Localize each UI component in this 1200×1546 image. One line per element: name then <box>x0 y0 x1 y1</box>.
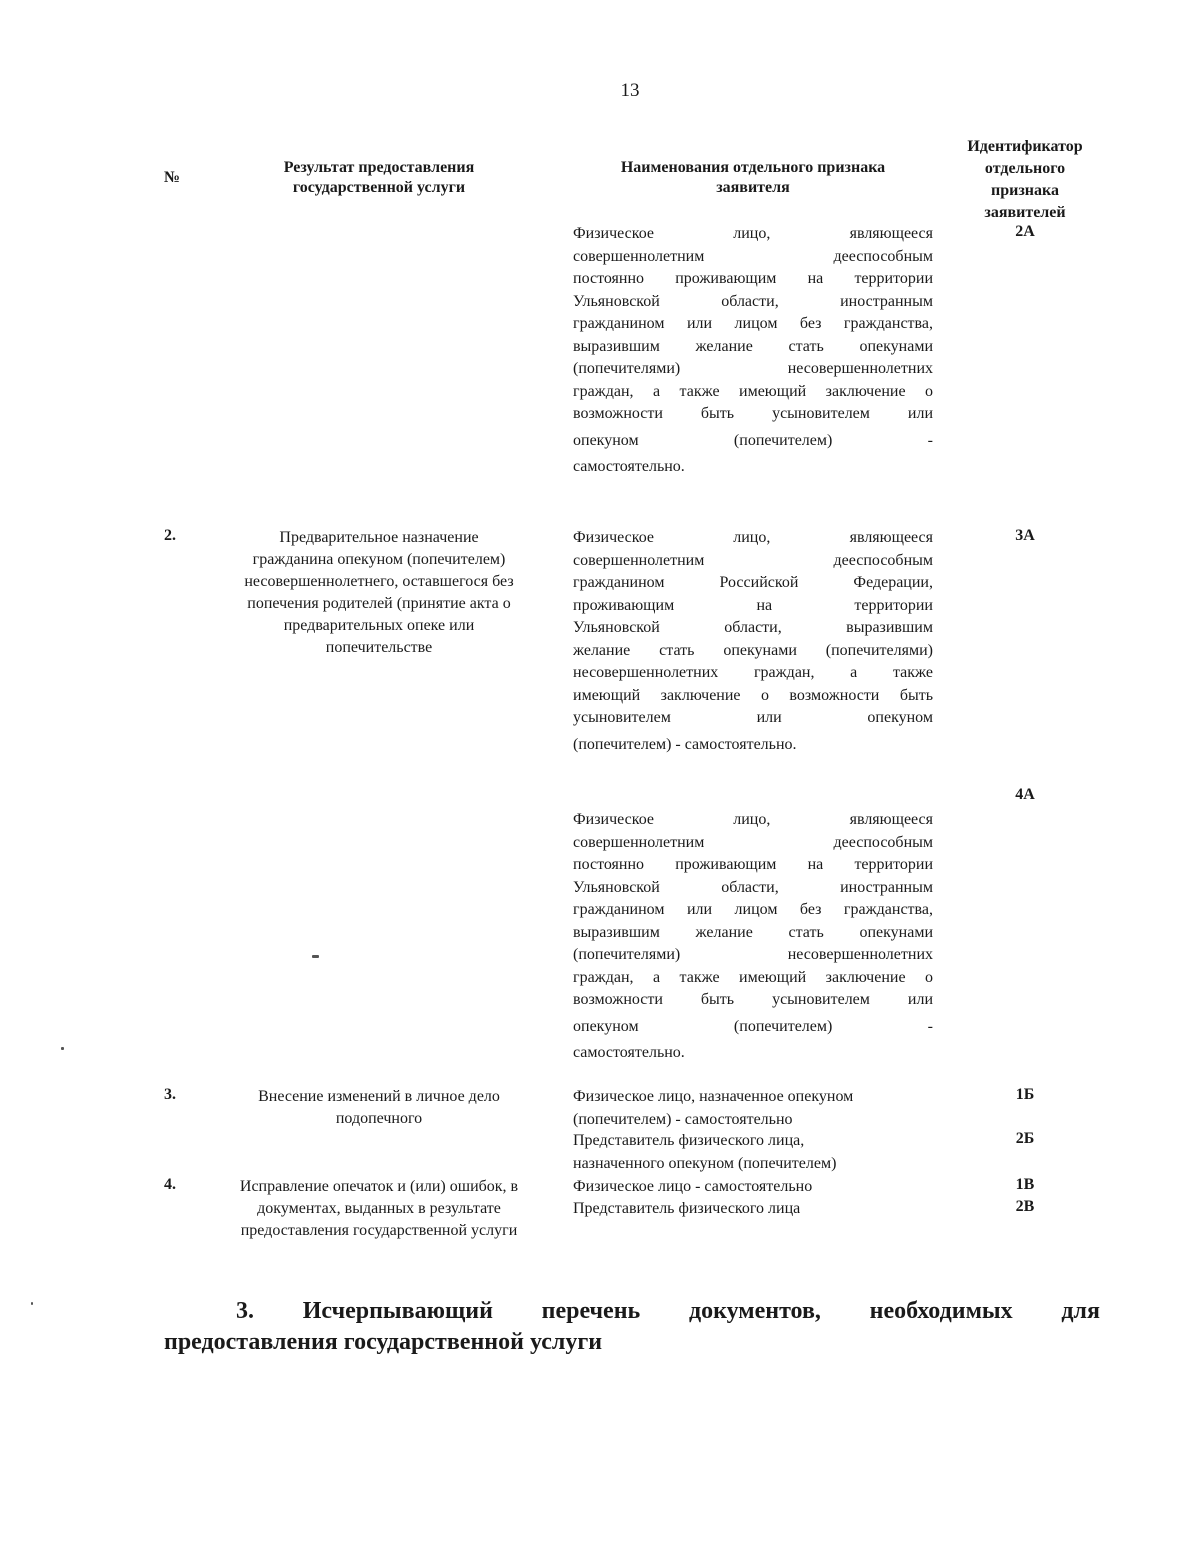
identifier-1v: 1В <box>1015 1176 1035 1193</box>
identifier-1b: 1Б <box>1015 1086 1035 1103</box>
text-line: признака <box>991 182 1059 199</box>
header-result <box>205 158 553 198</box>
text-line: несовершеннолетних граждан, а также <box>573 664 933 681</box>
identifier-2b: 2Б <box>1015 1130 1035 1147</box>
identifier-2a: 2А <box>1015 223 1035 240</box>
text-line: (попечителем) - самостоятельно. <box>573 735 797 753</box>
text-line: Наименования отдельного признака <box>620 159 886 176</box>
text-line: подопечного <box>335 1110 423 1127</box>
identifier-2v: 2В <box>1015 1198 1035 1215</box>
identifier-4a: 4А <box>1015 786 1035 803</box>
text-line: попечительстве <box>325 639 433 656</box>
applicant-description-1v: Физическое лицо - самостоятельно <box>573 1178 813 1195</box>
text-line: предварительных опеке или <box>283 617 475 634</box>
text-line: постоянно проживающим на территории <box>573 856 933 873</box>
section-heading: 3. Исчерпывающий перечень документов, необходимых для предоставления государственной услуги <box>164 1298 1100 1355</box>
text-line: Идентификатор <box>967 138 1083 155</box>
text-line: выразившим желание стать опекунами <box>573 337 933 355</box>
text-line: Ульяновской области, иностранным <box>573 878 933 896</box>
scan-speck <box>312 955 319 958</box>
header-number: № <box>164 169 181 186</box>
text-line: отдельного <box>984 160 1066 177</box>
text-line: постоянно проживающим на территории <box>573 270 933 287</box>
text-line: граждан, а также имеющий заключение о <box>573 382 933 400</box>
text-line: заявителей <box>984 204 1066 221</box>
header-applicant-feature <box>573 158 933 198</box>
text-line: предоставления государственной услуги <box>240 1222 518 1239</box>
text-line: Исправление опечаток и (или) ошибок, в <box>239 1178 519 1195</box>
text-line: Физическое лицо, являющееся <box>573 529 933 546</box>
text-line: (попечителями) несовершеннолетних <box>573 946 933 963</box>
text-line: Физическое лицо, являющееся <box>573 811 933 828</box>
applicant-description-1b <box>573 1086 853 1131</box>
applicant-description-4a <box>573 809 933 1064</box>
text-line: возможности быть усыновителем или <box>573 405 933 422</box>
text-line: совершеннолетним дееспособным <box>573 551 933 569</box>
result-error-correction <box>205 1176 553 1242</box>
applicant-description-2v: Представитель физического лица <box>573 1200 801 1217</box>
identifier-3a: 3А <box>1015 527 1035 544</box>
text-line: Ульяновской области, выразившим <box>573 619 933 636</box>
text-line: попечения родителей (принятие акта о <box>247 595 511 612</box>
text-line: Физическое лицо, назначенное опекуном <box>573 1088 854 1105</box>
text-line: Предварительное назначение <box>279 529 479 546</box>
result-personal-file-changes <box>205 1086 553 1130</box>
applicant-description-2b <box>573 1130 836 1175</box>
text-line: самостоятельно. <box>573 1043 685 1061</box>
row-number-4: 4. <box>164 1176 176 1193</box>
text-line: граждан, а также имеющий заключение о <box>573 968 933 986</box>
text-line: усыновителем или опекуном <box>573 709 933 726</box>
text-line: (попечителем) - самостоятельно <box>573 1110 793 1128</box>
row-number-2: 2. <box>164 527 176 544</box>
text-line: несовершеннолетнего, оставшегося без <box>244 573 514 590</box>
header-identifier <box>955 136 1095 224</box>
text-line: Результат предоставления <box>283 159 475 176</box>
text-line: гражданином Российской Федерации, <box>573 574 933 591</box>
scan-speck <box>31 1302 33 1305</box>
applicant-description-3a <box>573 527 933 760</box>
row-number-3: 3. <box>164 1086 176 1103</box>
text-line: совершеннолетним дееспособным <box>573 247 933 265</box>
text-line: желание стать опекунами (попечителями) <box>573 641 933 659</box>
text-line: государственной услуги <box>292 179 466 196</box>
text-line: Внесение изменений в личное дело <box>258 1088 500 1105</box>
text-line: гражданина опекуном (попечителем) <box>252 551 506 568</box>
text-line: гражданином или лицом без гражданства, <box>573 315 933 332</box>
text-line: гражданином или лицом без гражданства, <box>573 901 933 918</box>
text-line: возможности быть усыновителем или <box>573 991 933 1008</box>
text-line: Физическое лицо, являющееся <box>573 225 933 242</box>
text-line: заявителя <box>716 179 790 196</box>
text-line: опекуном (попечителем) - <box>573 431 933 449</box>
text-line: документах, выданных в результате <box>257 1200 501 1217</box>
result-preliminary-appointment <box>205 527 553 659</box>
page-number: 13 <box>620 80 640 101</box>
scan-speck <box>61 1047 64 1050</box>
text-line: Представитель физического лица, <box>573 1132 805 1149</box>
text-line: Ульяновской области, иностранным <box>573 292 933 310</box>
text-line: назначенного опекуном (попечителем) <box>573 1154 837 1172</box>
text-line: (попечителями) несовершеннолетних <box>573 360 933 377</box>
text-line: опекуном (попечителем) - <box>573 1017 933 1035</box>
text-line: проживающим на территории <box>573 596 933 614</box>
text-line: выразившим желание стать опекунами <box>573 923 933 941</box>
text-line: совершеннолетним дееспособным <box>573 833 933 851</box>
text-line: самостоятельно. <box>573 457 685 475</box>
text-line: имеющий заключение о возможности быть <box>573 686 933 704</box>
applicant-description-2a <box>573 223 933 478</box>
